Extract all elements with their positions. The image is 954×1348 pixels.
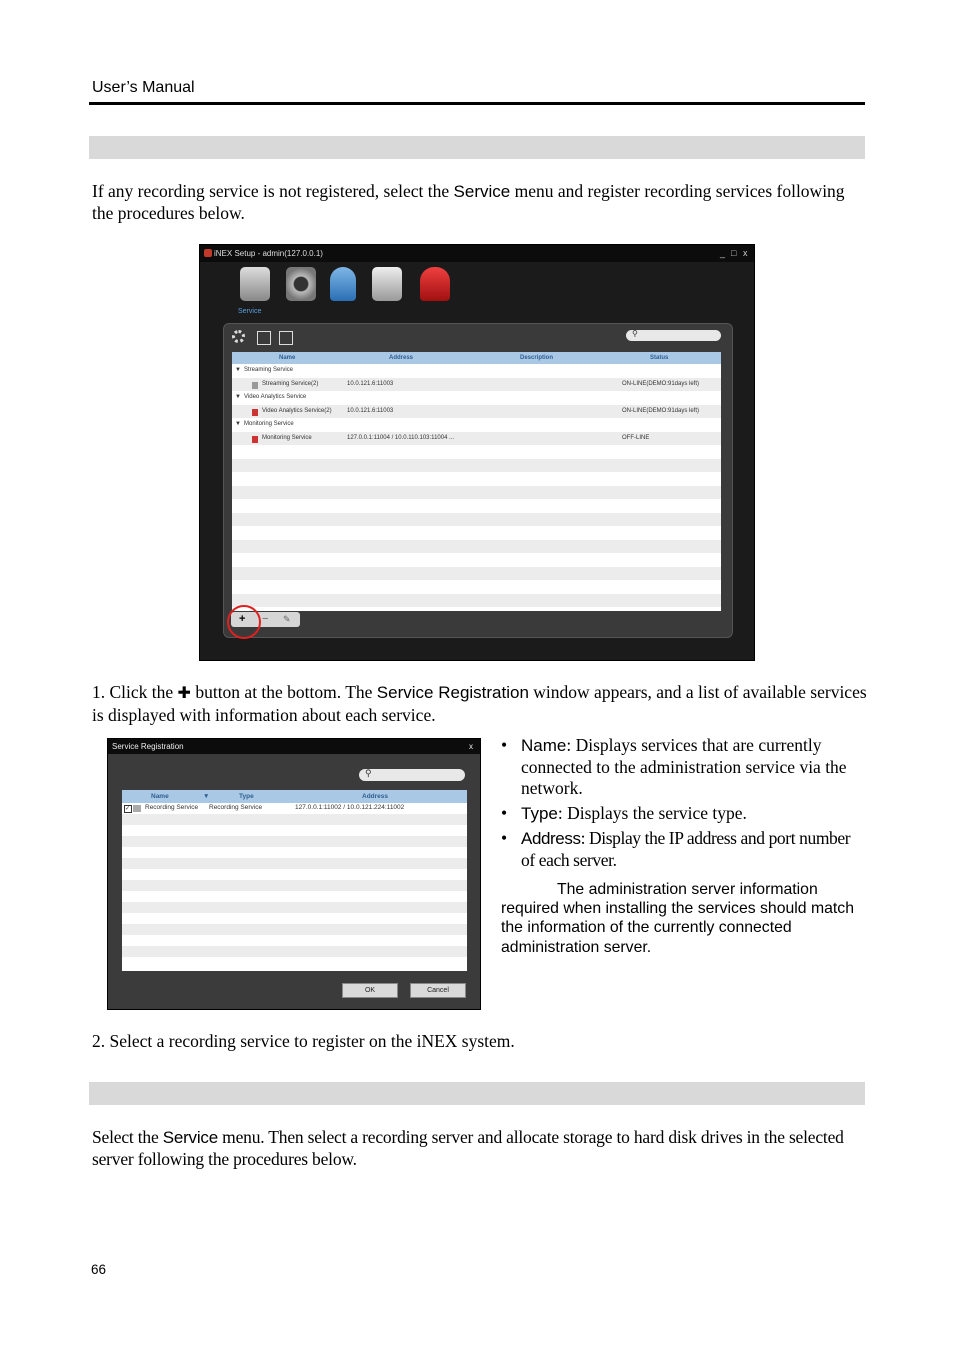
column-name[interactable]: Name	[279, 355, 296, 361]
registration-table	[122, 790, 467, 971]
table-row	[232, 499, 721, 513]
table-row	[122, 858, 467, 869]
row-address: 10.0.121.6:11003	[347, 380, 394, 387]
app-icon	[204, 249, 212, 257]
intro-ui-term: Service	[453, 182, 511, 201]
window-title: iNEX Setup - admin(127.0.0.1)	[214, 249, 323, 258]
table-row[interactable]	[232, 432, 721, 446]
table-row	[232, 567, 721, 581]
table-row	[122, 913, 467, 924]
table-row	[232, 553, 721, 567]
service-icon	[252, 382, 258, 389]
table-row[interactable]	[232, 418, 721, 432]
table-row	[232, 580, 721, 594]
table-row	[122, 847, 467, 858]
close-button[interactable]: x	[743, 248, 748, 258]
table-row	[122, 880, 467, 891]
intro-text-1: If any recording service is not registered, select the	[92, 181, 454, 201]
section-bar-2	[89, 1082, 865, 1105]
dialog-title: Service Registration	[112, 742, 184, 751]
ok-button[interactable]: OK	[342, 983, 398, 998]
schedule-icon[interactable]	[372, 267, 402, 301]
page-header: User’s Manual	[92, 79, 195, 96]
table-row[interactable]	[232, 405, 721, 419]
row-status: OFF-LINE	[622, 434, 650, 441]
login-icon[interactable]	[257, 331, 271, 345]
toolbar-service-label: Service	[238, 308, 262, 315]
column-description[interactable]: Description	[520, 355, 554, 361]
section-bar-1	[89, 136, 865, 159]
expand-icon[interactable]: ▼	[235, 367, 241, 373]
table-row	[232, 540, 721, 554]
minimize-button[interactable]: _	[720, 248, 726, 258]
step-1-ui-term: Service Registration	[376, 683, 529, 702]
bullet-term: Type	[521, 804, 558, 823]
paragraph-2	[92, 1127, 867, 1170]
table-header	[232, 352, 721, 364]
table-row	[122, 836, 467, 847]
table-row	[122, 825, 467, 836]
para-2-text-1: Select the	[92, 1127, 163, 1147]
add-button[interactable]: +	[239, 613, 246, 625]
table-row	[122, 957, 467, 968]
column-type[interactable]: Type	[239, 793, 254, 800]
table-row	[232, 459, 721, 473]
remove-button[interactable]: −	[262, 613, 269, 625]
step-2-number: 2.	[92, 1031, 106, 1051]
table-row	[122, 891, 467, 902]
bullet-desc: : Displays services that are currently connected to the administration service via the network.	[521, 735, 847, 798]
bullet-dot: •	[501, 828, 507, 848]
table-row	[232, 594, 721, 608]
step-1	[92, 682, 867, 726]
inex-setup-screenshot	[199, 244, 755, 661]
table-row	[122, 902, 467, 913]
highlight-circle	[227, 605, 261, 639]
para-2-text-2: menu. Then select a recording server and allocate storage to hard disk drives in the selected server following the procedures below.	[92, 1127, 844, 1169]
maximize-button[interactable]: □	[731, 248, 737, 258]
step-2	[92, 1031, 867, 1053]
checkbox[interactable]: ✓	[125, 806, 131, 812]
table-header	[122, 790, 467, 803]
table-row	[122, 814, 467, 825]
row-name: Video Analytics Service(2)	[262, 407, 332, 414]
expand-icon[interactable]: ▼	[235, 394, 241, 400]
bullet-dot: •	[501, 735, 508, 755]
service-panel	[223, 323, 733, 638]
camera-icon[interactable]	[286, 267, 316, 301]
server-icon[interactable]	[240, 267, 270, 301]
sort-icon[interactable]: ▼	[203, 793, 210, 800]
table-row[interactable]	[232, 364, 721, 378]
row-address: 10.0.121.6:11003	[347, 407, 394, 414]
search-input[interactable]	[626, 330, 721, 341]
column-name[interactable]: Name	[151, 793, 169, 800]
alarm-icon[interactable]	[420, 267, 450, 301]
row-address: 127.0.0.1:11002 / 10.0.121.224:11002	[295, 804, 405, 811]
header-rule	[89, 102, 865, 105]
intro-paragraph	[92, 181, 867, 224]
row-name: Video Analytics Service	[244, 394, 307, 400]
table-row	[232, 526, 721, 540]
step-2-text: Select a recording service to register on the iNEX system.	[109, 1031, 515, 1051]
window-titlebar	[200, 245, 754, 262]
row-name: Monitoring Service	[262, 434, 312, 441]
bullet-term: Name	[521, 736, 567, 755]
page-number: 66	[91, 1262, 107, 1277]
step-1-text-3: window appears, and a list of available services is displayed with information about each service.	[92, 682, 867, 725]
bullet-dot: •	[501, 803, 508, 823]
table-row	[122, 924, 467, 935]
table-row	[122, 869, 467, 880]
search-icon: ⚲	[632, 329, 638, 338]
service-registration-screenshot	[107, 738, 481, 1010]
settings-icon[interactable]	[232, 330, 245, 343]
row-status: ON-LINE(DEMO:91days left)	[622, 380, 700, 387]
step-1-text-2: button at the bottom. The	[190, 682, 377, 702]
service-icon	[252, 436, 258, 443]
search-icon: ⚲	[365, 768, 372, 778]
note-body: The administration server information required when installing the services should match the information of the currently connected administration server.	[501, 881, 854, 956]
intro-text-2: menu and register recording services following the procedures below.	[92, 181, 845, 223]
row-address: 127.0.0.1:11004 / 10.0.110.103:11004 ...	[347, 434, 455, 441]
table-row	[232, 472, 721, 486]
row-name: Recording Service	[145, 804, 199, 811]
recording-service-icon	[133, 805, 141, 812]
table-row[interactable]	[122, 803, 467, 814]
bullet-name	[501, 735, 866, 801]
row-type: Recording Service	[209, 804, 263, 811]
table-row[interactable]	[232, 391, 721, 405]
column-status[interactable]: Status	[650, 355, 669, 361]
row-name: Monitoring Service	[244, 421, 294, 427]
column-address[interactable]: Address	[389, 355, 414, 361]
search-input[interactable]	[359, 769, 465, 781]
column-address[interactable]: Address	[362, 793, 389, 800]
cancel-button[interactable]: Cancel	[410, 983, 466, 998]
bullet-desc: : Displays the service type.	[557, 803, 747, 823]
user-icon[interactable]	[330, 267, 356, 301]
row-name: Streaming Service	[244, 367, 294, 373]
service-table	[232, 352, 721, 611]
table-row	[232, 513, 721, 527]
step-1-number: 1.	[92, 682, 106, 702]
expand-icon[interactable]: ▼	[235, 421, 241, 427]
table-row	[232, 445, 721, 459]
table-row	[232, 486, 721, 500]
logout-icon[interactable]	[279, 331, 293, 345]
close-button[interactable]: x	[469, 742, 473, 751]
edit-button[interactable]: ✎	[283, 614, 291, 624]
table-row	[122, 935, 467, 946]
service-icon	[252, 409, 258, 416]
table-row	[122, 946, 467, 957]
note-text	[501, 880, 866, 957]
bullet-term: Address	[521, 829, 581, 848]
bullet-desc: : Display the IP address and port number of each server.	[521, 828, 851, 870]
para-2-ui-term: Service	[162, 1128, 218, 1147]
row-name: Streaming Service(2)	[262, 380, 319, 387]
step-1-text-1: Click the	[109, 682, 178, 702]
table-row[interactable]	[232, 378, 721, 392]
row-status: ON-LINE(DEMO:91days left)	[622, 407, 700, 414]
dialog-titlebar	[108, 739, 480, 754]
plus-icon: ✚	[177, 685, 191, 702]
